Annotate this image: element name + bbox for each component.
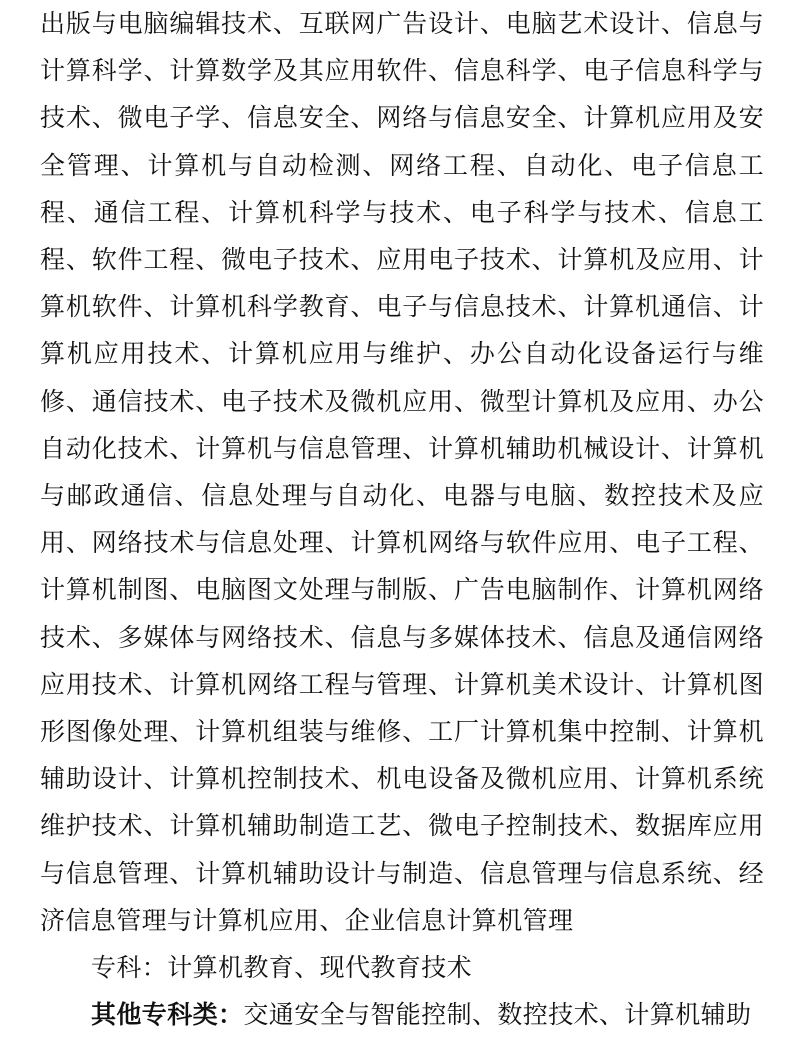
major-list-text: 出版与电脑编辑技术、互联网广告设计、电脑艺术设计、信息与计算科学、计算数学及其应用软件、信息科学、电子信息科学与技术、微电子学、信息安全、网络与信息安全、计算机应用及安全管理、计算机与自动检测、网络工程、自动化、电子信息工程、通信工程、计算机科学与技术、电子科学与技术、信息工程、软件工程、微电子技术、应用电子技术、计算机及应用、计算机软件、计算机科学教育、电子与信息技术、计算机通信、计算机应用技术、计算机应用与维护、办公自动化设备运行与维修、通信技术、电子技术及微机应用、微型计算机及应用、办公自动化技术、计算机与信息管理、计算机辅助机械设计、计算机与邮政通信、信息处理与自动化、电器与电脑、数控技术及应用、网络技术与信息处理、计算机网络与软件应用、电子工程、计算机制图、电脑图文处理与制版、广告电脑制作、计算机网络技术、多媒体与网络技术、信息与多媒体技术、信息及通信网络应用技术、计算机网络工程与管理、计算机美术设计、计算机图形图像处理、计算机组装与维修、工厂计算机集中控制、计算机辅助设计、计算机控制技术、机电设备及微机应用、计算机系统维护技术、计算机辅助制造工艺、微电子控制技术、数据库应用与信息管理、计算机辅助设计与制造、信息管理与信息系统、经济信息管理与计算机应用、企业信息计算机管理 — [40, 9, 764, 935]
junior-college-paragraph — [40, 944, 764, 991]
major-list-paragraph — [40, 0, 764, 944]
other-junior-college-label: 其他专科类： — [91, 1000, 244, 1030]
junior-college-label: 专科： — [91, 953, 168, 983]
junior-college-text: 计算机教育、现代教育技术 — [167, 953, 473, 983]
other-junior-college-text: 交通安全与智能控制、数控技术、计算机辅助 — [243, 1000, 752, 1030]
other-junior-college-paragraph — [40, 991, 764, 1038]
document-body — [40, 0, 764, 1038]
